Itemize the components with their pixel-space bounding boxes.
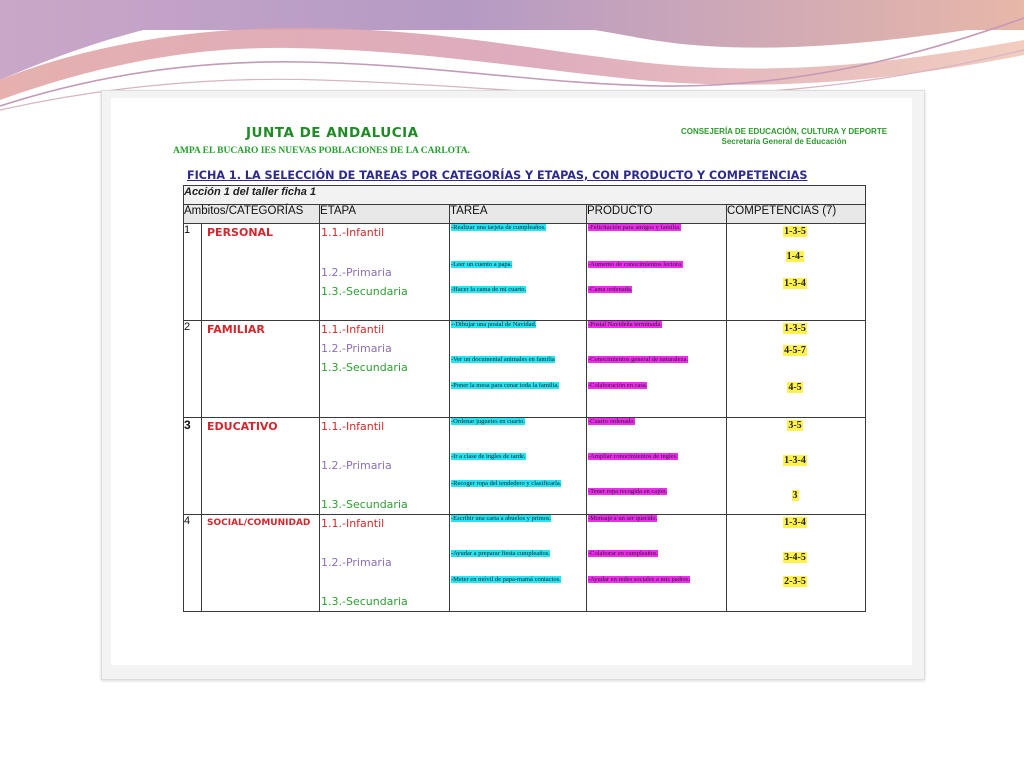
category-cell <box>202 321 320 418</box>
etapa-cell <box>320 418 450 515</box>
accion-label: Acción 1 del taller ficha 1 <box>184 186 866 205</box>
producto-item: -Colaboración en casa. <box>588 382 648 389</box>
tarea-item: -Realizar una tarjeta de cumpleaños. <box>451 224 546 231</box>
competencias-cell <box>727 224 866 321</box>
producto-item: -Cuarto ordenado. <box>588 418 636 425</box>
etapa-secundaria: 1.3.-Secundaria <box>321 595 408 608</box>
producto-item: -Ampliar conocimientos de ingles. <box>588 453 678 460</box>
category-label: PERSONAL <box>207 226 274 239</box>
tarea-item: -Escribir una carta a abuelos y primos. <box>451 515 552 522</box>
etapa-secundaria: 1.3.-Secundaria <box>321 361 408 374</box>
tarea-cell <box>450 321 587 418</box>
producto-item: -Postal Navideña terminada. <box>588 321 662 328</box>
accion-row <box>184 186 866 205</box>
tarea-item: -Meter en móvil de papa-mamá contactos. <box>451 576 561 583</box>
secretaria-text: Secretaría General de Educación <box>721 137 847 146</box>
table-row <box>184 418 866 515</box>
row-number: 1 <box>184 224 202 321</box>
competencias-cell <box>727 515 866 612</box>
tarea-cell <box>450 515 587 612</box>
tarea-cell <box>450 418 587 515</box>
producto-cell <box>587 418 727 515</box>
document-frame <box>101 90 925 680</box>
tarea-item: -Recoger ropa del tendedero y clasificarla. <box>451 480 562 487</box>
tarea-item: -Poner la mesa para cenar toda la familia. <box>451 382 559 389</box>
row-number: 2 <box>184 321 202 418</box>
ampa-subtitle: AMPA EL BUCARO IES NUEVAS POBLACIONES DE LA CARLOTA. <box>173 146 470 156</box>
competencia-value: 3-5 <box>788 420 802 431</box>
etapa-primaria: 1.2.-Primaria <box>321 556 392 569</box>
table-row <box>184 515 866 612</box>
producto-item: -Tener ropa recogida en cajón. <box>588 488 668 495</box>
etapa-primaria: 1.2.-Primaria <box>321 266 392 279</box>
producto-cell <box>587 515 727 612</box>
consejeria-text: CONSEJERÍA DE EDUCACIÓN, CULTURA Y DEPORTE <box>680 127 888 136</box>
tarea-cell <box>450 224 587 321</box>
etapa-infantil: 1.1.-Infantil <box>321 517 385 530</box>
header-row <box>184 205 866 224</box>
consejeria-block <box>673 127 895 147</box>
document-page <box>111 98 912 665</box>
producto-item: -Ayudar en redes sociales a mis padres. <box>588 576 691 583</box>
producto-item: -Colaborar en cumpleaños. <box>588 550 659 557</box>
junta-title: JUNTA DE ANDALUCIA <box>246 125 419 141</box>
competencia-value: 2-3-5 <box>784 576 806 587</box>
etapa-cell <box>320 515 450 612</box>
ficha-title: FICHA 1. LA SELECCIÓN DE TAREAS POR CATEGORÍAS Y ETAPAS, CON PRODUCTO Y COMPETENCIAS <box>187 169 808 182</box>
producto-cell <box>587 321 727 418</box>
competencia-value: 1-3-4 <box>784 517 806 528</box>
producto-item: -Conocimientos general de naturaleza. <box>588 356 688 363</box>
producto-item: -Cama ordenada. <box>588 286 633 293</box>
competencia-value: 1-3-4 <box>784 278 806 289</box>
etapa-primaria: 1.2.-Primaria <box>321 342 392 355</box>
header-competencias: COMPETENCIAS (7) <box>727 205 866 224</box>
tarea-item: -Leer un cuento a papa. <box>451 261 513 268</box>
header-producto: PRODUCTO <box>587 205 727 224</box>
header-tarea: TAREA <box>450 205 587 224</box>
tarea-item: -Hacer la cama de mi cuarto. <box>451 286 527 293</box>
competencia-value: 1-3-5 <box>784 323 806 334</box>
tarea-item: -Ir a clase de ingles de tarde. <box>451 453 526 460</box>
competencia-value: 3 <box>792 490 798 501</box>
producto-item: -Felicitación para amigos y familia. <box>588 224 681 231</box>
tarea-item: -Ayudar a preparar fiesta cumpleaños. <box>451 550 550 557</box>
competencia-value: 1-3-5 <box>784 226 806 237</box>
table-row <box>184 224 866 321</box>
row-number: 3 <box>184 418 202 515</box>
producto-item: -Aumento de conocimientos lectora. <box>588 261 683 268</box>
table-row <box>184 321 866 418</box>
producto-item: -Mensaje a un ser querido. <box>588 515 658 522</box>
category-label: EDUCATIVO <box>207 420 278 433</box>
category-cell <box>202 515 320 612</box>
tarea-item: -Ordenar juguetes en cuarto. <box>451 418 525 425</box>
etapa-infantil: 1.1.-Infantil <box>321 323 385 336</box>
etapa-primaria: 1.2.-Primaria <box>321 459 392 472</box>
etapa-secundaria: 1.3.-Secundaria <box>321 285 408 298</box>
tasks-table <box>183 185 866 612</box>
row-number: 4 <box>184 515 202 612</box>
competencia-value: 1-3-4 <box>784 455 806 466</box>
tarea-item: --Dibujar una postal de Navidad. <box>451 321 537 328</box>
category-label: SOCIAL/COMUNIDAD <box>207 518 311 528</box>
etapa-cell <box>320 321 450 418</box>
etapa-secundaria: 1.3.-Secundaria <box>321 498 408 511</box>
category-cell <box>202 418 320 515</box>
category-label: FAMILIAR <box>207 323 265 336</box>
competencia-value: 1-4- <box>786 251 804 262</box>
competencia-value: 4-5-7 <box>784 345 806 356</box>
competencias-cell <box>727 418 866 515</box>
category-cell <box>202 224 320 321</box>
competencias-cell <box>727 321 866 418</box>
etapa-infantil: 1.1.-Infantil <box>321 420 385 433</box>
etapa-cell <box>320 224 450 321</box>
header-ambitos: Ambitos/CATEGORÍAS <box>184 205 320 224</box>
etapa-infantil: 1.1.-Infantil <box>321 226 385 239</box>
tarea-item: -Ver un documental animales en familia <box>451 356 555 363</box>
competencia-value: 3-4-5 <box>784 552 806 563</box>
competencia-value: 4-5 <box>788 382 802 393</box>
header-etapa: ETAPA <box>320 205 450 224</box>
producto-cell <box>587 224 727 321</box>
